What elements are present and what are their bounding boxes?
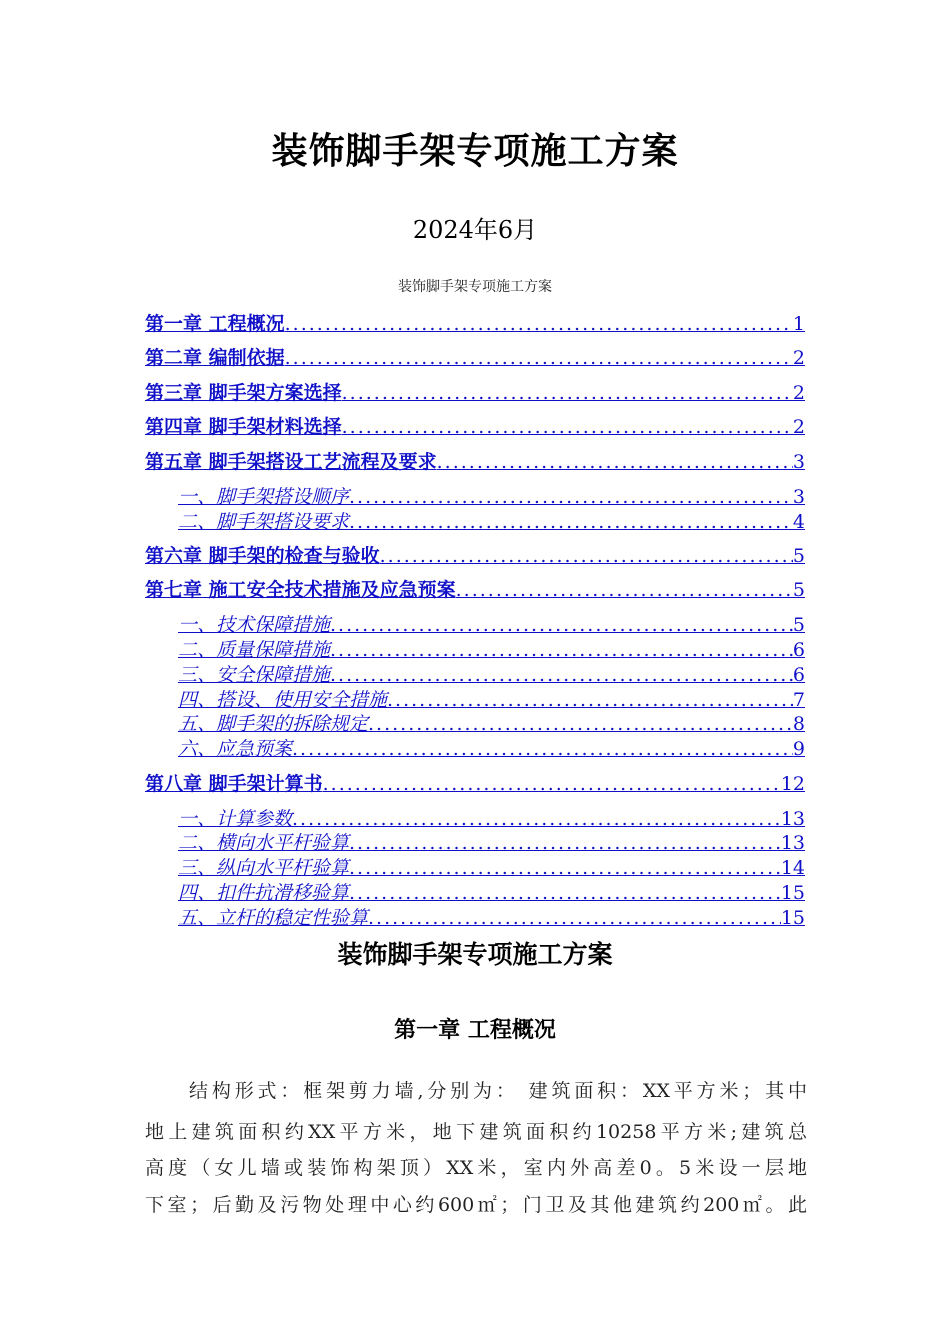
- toc-leader-dots: [349, 511, 793, 533]
- toc-page-number: 5: [792, 545, 805, 567]
- toc-page-number: 15: [780, 907, 805, 929]
- toc-entry-label: 二、脚手架搭设要求: [178, 511, 350, 533]
- toc-entry[interactable]: [145, 769, 805, 796]
- toc-page-number: 12: [780, 773, 805, 795]
- toc-entry[interactable]: [178, 828, 805, 855]
- toc-leader-dots: [368, 907, 781, 929]
- toc-leader-dots: [285, 347, 793, 369]
- toc-entry-label: 三、纵向水平杆验算: [178, 857, 350, 879]
- toc-entry[interactable]: [178, 853, 805, 880]
- toc-entry[interactable]: [178, 734, 805, 761]
- toc-entry-label: 第四章 脚手架材料选择: [145, 416, 342, 438]
- toc-leader-dots: [292, 738, 793, 760]
- body-line-2: 地上建筑面积约XX平方米，地下建筑面积约10258平方米;建筑总: [145, 1121, 807, 1143]
- toc-leader-dots: [349, 486, 793, 508]
- toc-entry-label: 第一章 工程概况: [145, 313, 285, 335]
- toc-entry-label: 三、安全保障措施: [178, 664, 331, 686]
- toc-entry-label: 一、技术保障措施: [178, 614, 331, 636]
- toc-page-number: 8: [792, 713, 805, 735]
- toc-page-number: 3: [792, 451, 805, 473]
- section-heading: 装饰脚手架专项施工方案: [337, 940, 613, 969]
- toc-entry[interactable]: [178, 660, 805, 687]
- toc-entry-label: 第二章 编制依据: [145, 347, 285, 369]
- toc-leader-dots: [285, 313, 793, 335]
- toc-leader-dots: [349, 832, 781, 854]
- toc-leader-dots: [437, 451, 793, 473]
- toc-entry-label: 五、脚手架的拆除规定: [178, 713, 369, 735]
- toc-entry[interactable]: [145, 378, 805, 405]
- toc-entry-label: 第八章 脚手架计算书: [145, 773, 323, 795]
- toc-page-number: 9: [792, 738, 805, 760]
- toc-page-number: 14: [780, 857, 805, 879]
- toc-page-number: 3: [792, 486, 805, 508]
- toc-entry[interactable]: [178, 878, 805, 905]
- toc-entry-label: 第六章 脚手架的检查与验收: [145, 545, 380, 567]
- toc-entry[interactable]: [178, 507, 805, 534]
- toc-entry[interactable]: [145, 575, 805, 602]
- toc-entry[interactable]: [178, 709, 805, 736]
- toc-entry-label: 第三章 脚手架方案选择: [145, 382, 342, 404]
- toc-leader-dots: [349, 882, 781, 904]
- toc-leader-dots: [342, 382, 793, 404]
- toc-entry-label: 六、应急预案: [178, 738, 293, 760]
- toc-entry[interactable]: [145, 309, 805, 336]
- toc-leader-dots: [323, 773, 781, 795]
- toc-entry-label: 第七章 施工安全技术措施及应急预案: [145, 579, 456, 601]
- toc-entry[interactable]: [145, 541, 805, 568]
- toc-entry-label: 五、立杆的稳定性验算: [178, 907, 369, 929]
- toc-entry[interactable]: [145, 412, 805, 439]
- toc-entry-label: 二、质量保障措施: [178, 639, 331, 661]
- toc-page-number: 2: [792, 382, 805, 404]
- toc-page-number: 6: [792, 639, 805, 661]
- toc-page-number: 1: [792, 313, 805, 335]
- body-line-1: 结构形式：框架剪力墙,分别为： 建筑面积：XX平方米；其中: [189, 1080, 807, 1102]
- toc-entry[interactable]: [178, 685, 805, 712]
- toc-leader-dots: [380, 545, 793, 567]
- toc-page-number: 13: [780, 808, 805, 830]
- toc-leader-dots: [330, 664, 793, 686]
- toc-page-number: 15: [780, 882, 805, 904]
- toc-entry-label: 二、横向水平杆验算: [178, 832, 350, 854]
- toc-entry-label: 一、计算参数: [178, 808, 293, 830]
- toc-entry[interactable]: [178, 804, 805, 831]
- toc-header: 装饰脚手架专项施工方案: [398, 279, 552, 295]
- toc-entry[interactable]: [145, 447, 805, 474]
- toc-page-number: 6: [792, 664, 805, 686]
- toc-page-number: 5: [792, 579, 805, 601]
- toc-leader-dots: [387, 689, 793, 711]
- toc-entry[interactable]: [178, 635, 805, 662]
- toc-leader-dots: [330, 614, 793, 636]
- toc-page-number: 13: [780, 832, 805, 854]
- toc-entry-label: 四、扣件抗滑移验算: [178, 882, 350, 904]
- toc-entry-label: 四、搭设、使用安全措施: [178, 689, 388, 711]
- toc-leader-dots: [292, 808, 781, 830]
- toc-entry-label: 一、脚手架搭设顺序: [178, 486, 350, 508]
- toc-page-number: 2: [792, 416, 805, 438]
- document-title: 装饰脚手架专项施工方案: [271, 131, 679, 172]
- body-line-4: 下室；后勤及污物处理中心约600㎡；门卫及其他建筑约200㎡。此: [145, 1194, 807, 1216]
- toc-entry[interactable]: [178, 903, 805, 930]
- toc-page-number: 2: [792, 347, 805, 369]
- toc-entry[interactable]: [145, 343, 805, 370]
- toc-leader-dots: [330, 639, 793, 661]
- toc-page-number: 4: [792, 511, 805, 533]
- chapter-1-title: 第一章 工程概况: [394, 1018, 556, 1043]
- toc-page-number: 5: [792, 614, 805, 636]
- toc-entry[interactable]: [178, 610, 805, 637]
- toc-entry[interactable]: [178, 482, 805, 509]
- toc-leader-dots: [342, 416, 793, 438]
- toc-entry-label: 第五章 脚手架搭设工艺流程及要求: [145, 451, 437, 473]
- toc-leader-dots: [368, 713, 793, 735]
- toc-leader-dots: [349, 857, 781, 879]
- toc-page-number: 7: [792, 689, 805, 711]
- document-date: 2024年6月: [412, 216, 538, 244]
- body-line-3: 高度（女儿墙或装饰构架顶）XX米，室内外高差0。5米设一层地: [145, 1157, 807, 1179]
- toc-leader-dots: [456, 579, 793, 601]
